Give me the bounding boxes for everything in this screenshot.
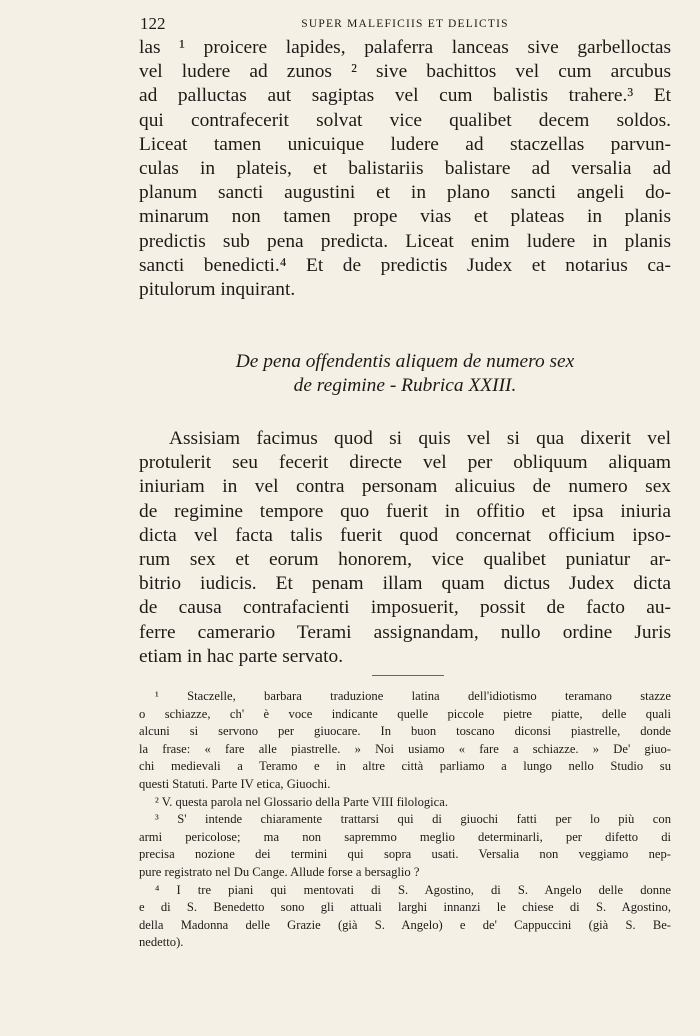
text-line: las ¹ proicere lapides, palaferra lanceas sive garbelloctas xyxy=(139,37,671,58)
text-line: sancti benedicti.⁴ Et de predictis Judex et notarius ca- xyxy=(139,254,671,276)
text-line: dicta vel facta talis fuerit quod concernat officium ipso- xyxy=(139,524,671,546)
page-header xyxy=(140,8,670,38)
running-title: SUPER MALEFICIIS ET DELICTIS xyxy=(301,18,509,30)
text-line: etiam in hac parte servato. xyxy=(139,645,344,667)
text-line: ferre camerario Terami assignandam, nullo ordine Juris xyxy=(139,621,671,643)
footnote-line: o schiazze, ch' è voce indicante quelle piccole pietre piatte, delle quali xyxy=(139,706,671,721)
text-line: qui contrafecerit solvat vice qualibet decem soldos. xyxy=(139,109,671,131)
footnote-line: precisa nozione dei termini qui sopra usati. Versalia non veggiamo nep- xyxy=(139,847,671,862)
text-line: de regimine tempore quo fuerit in offitio et ipsa iniuria xyxy=(139,500,671,522)
text-line: predictis sub pena predicta. Liceat enim ludere in planis xyxy=(139,230,671,252)
text-line: iniuriam in vel contra personam alicuius de numero sex xyxy=(139,476,671,498)
footnote-line: alcuni si servono per giuocare. In buon toscano diconsi piastrelle, donde xyxy=(139,724,671,739)
footnote-line: ² V. questa parola nel Glossario della Parte VIII filologica. xyxy=(155,794,449,809)
text-line: minarum non tamen prope vias et plateas in planis xyxy=(139,206,671,228)
text-line: pitulorum inquirant. xyxy=(139,279,296,301)
page-number: 122 xyxy=(140,14,166,33)
footnote-line: nedetto). xyxy=(139,935,184,950)
text-line: rum sex et eorum honorem, vice qualibet puniatur ar- xyxy=(139,549,671,571)
footnote-line: ³ S' intende chiaramente trattarsi qui di giuochi fatti per lo più con xyxy=(155,812,671,827)
text-line: protulerit seu fecerit directe vel per obliquum aliquam xyxy=(139,452,671,474)
footnote-line: della Madonna delle Grazie (già S. Angelo) e de' Cappuccini (già S. Be- xyxy=(139,917,671,932)
text-line: culas in plateis, et balistariis balistare ad versalia ad xyxy=(139,158,671,180)
footnote-line: pure registrato nel Du Cange. Allude forse a bersaglio ? xyxy=(139,864,420,879)
rubric-heading xyxy=(139,350,671,398)
footnote-line: chi medievali a Teramo e in altre città parliamo a lungo nello Studio su xyxy=(139,759,671,774)
text-line: planum sancti augustini et in plano sancti angeli do- xyxy=(139,182,671,204)
footnote-line: questi Statuti. Parte IV etica, Giuochi. xyxy=(139,776,331,791)
rubric-line: de regimine - Rubrica XXIII. xyxy=(293,375,517,396)
text-line: Assisiam facimus quod si quis vel si qua dixerit vel xyxy=(169,428,671,449)
rubric-line: De pena offendentis aliquem de numero sex xyxy=(235,351,575,372)
paragraph-2 xyxy=(139,427,671,669)
text-line: bitrio iudicis. Et penam illam quam dictus Judex dicta xyxy=(139,573,671,595)
footnote-line: e di S. Benedetto sono gli attuali larghi innanzi le chiese di S. Agostino, xyxy=(139,900,671,915)
text-line: ad palluctas aut sagiptas vel cum balistis trahere.³ Et xyxy=(139,85,671,107)
footnote-line: ¹ Staczelle, barbara traduzione latina dell'idiotismo teramano stazze xyxy=(155,689,671,703)
text-line: vel ludere ad zunos ² sive bachittos vel cum arcubus xyxy=(139,61,671,83)
text-line: de causa contrafacienti imposuerit, possit de facto au- xyxy=(139,597,671,619)
footnote-line: armi pericolose; ma non sapremmo meglio determinarli, per difetto di xyxy=(139,829,671,844)
footnotes xyxy=(139,688,671,952)
footnote-line: ⁴ I tre piani qui mentovati di S. Agostino, di S. Angelo delle donne xyxy=(155,882,671,897)
text-line: Liceat tamen unicuique ludere ad staczellas parvun- xyxy=(139,133,671,155)
paragraph-1 xyxy=(139,36,671,302)
footnote-line: la frase: « fare alle piastrelle. » Noi usiamo « fare a schiazze. » De' giuo- xyxy=(139,741,671,756)
footnote-divider xyxy=(372,675,444,676)
